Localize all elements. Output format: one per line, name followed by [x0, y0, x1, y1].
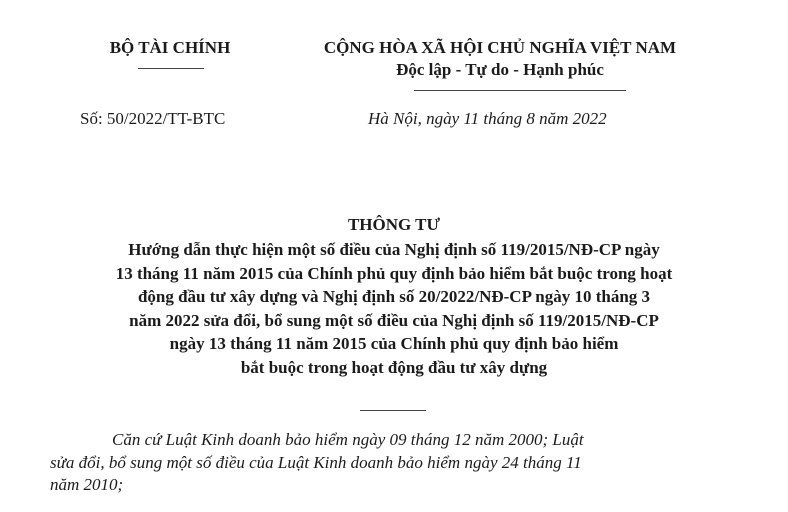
document-type-title: THÔNG TƯ	[347, 215, 441, 234]
subject-line: ngày 13 tháng 11 năm 2015 của Chính phủ quy định bảo hiểm	[169, 334, 619, 354]
preamble-paragraph	[50, 429, 750, 497]
national-title: CỘNG HÒA XÃ HỘI CHỦ NGHĨA VIỆT NAM	[323, 38, 677, 57]
issuing-agency: BỘ TÀI CHÍNH	[109, 38, 231, 57]
motto-underline	[414, 90, 626, 91]
subject-line: bắt buộc trong hoạt động đầu tư xây dựng	[240, 357, 548, 377]
agency-underline	[138, 68, 204, 69]
place-date: Hà Nội, ngày 11 tháng 8 năm 2022	[368, 109, 607, 128]
subject-underline	[360, 410, 426, 411]
subject-line: năm 2022 sửa đổi, bổ sung một số điều của Nghị định số 119/2015/NĐ-CP	[129, 310, 659, 330]
subject-line: Hướng dẫn thực hiện một số điều của Nghị định số 119/2015/NĐ-CP ngày	[128, 240, 660, 259]
document-subject	[50, 238, 738, 380]
preamble-line: năm 2010;	[50, 475, 124, 494]
subject-line: động đầu tư xây dựng và Nghị định số 20/2022/NĐ-CP ngày 10 tháng 3	[137, 287, 651, 307]
preamble-line: Căn cứ Luật Kinh doanh bảo hiểm ngày 09 tháng 12 năm 2000; Luật	[112, 430, 584, 449]
preamble-line: sửa đổi, bổ sung một số điều của Luật Kinh doanh bảo hiểm ngày 24 tháng 11	[50, 452, 582, 472]
national-motto: Độc lập - Tự do - Hạnh phúc	[396, 60, 604, 79]
document-number: Số: 50/2022/TT-BTC	[80, 109, 226, 128]
subject-line: 13 tháng 11 năm 2015 của Chính phủ quy định bảo hiểm bắt buộc trong hoạt	[115, 263, 673, 283]
